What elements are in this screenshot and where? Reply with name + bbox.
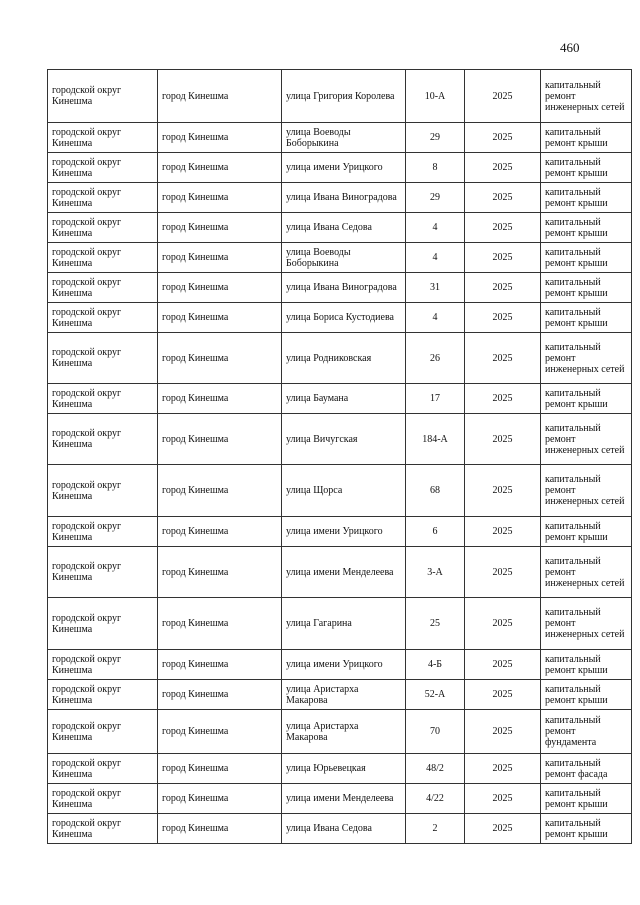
street-cell: улица Ивана Седова [282, 814, 406, 844]
work-cell: капитальный ремонт инженерных сетей [541, 547, 632, 598]
table-row [48, 754, 632, 784]
house-cell: 26 [406, 333, 465, 384]
street-cell: улица Воеводы Боборыкина [282, 123, 406, 153]
house-cell: 4 [406, 303, 465, 333]
year-cell: 2025 [465, 680, 541, 710]
table-row [48, 465, 632, 517]
year-cell: 2025 [465, 465, 541, 517]
table-row [48, 213, 632, 243]
settlement-cell: город Кинешма [158, 547, 282, 598]
street-cell: улица имени Менделеева [282, 547, 406, 598]
work-cell: капитальный ремонт крыши [541, 183, 632, 213]
municipality-cell: городской округ Кинешма [48, 598, 158, 650]
municipality-cell: городской округ Кинешма [48, 213, 158, 243]
settlement-cell: город Кинешма [158, 680, 282, 710]
table-row [48, 598, 632, 650]
settlement-cell: город Кинешма [158, 465, 282, 517]
house-cell: 6 [406, 517, 465, 547]
municipality-cell: городской округ Кинешма [48, 414, 158, 465]
table-row [48, 70, 632, 123]
table-row [48, 517, 632, 547]
work-cell: капитальный ремонт крыши [541, 650, 632, 680]
municipality-cell: городской округ Кинешма [48, 814, 158, 844]
table-row [48, 183, 632, 213]
table-row [48, 123, 632, 153]
municipality-cell: городской округ Кинешма [48, 303, 158, 333]
work-cell: капитальный ремонт инженерных сетей [541, 333, 632, 384]
work-cell: капитальный ремонт фундамента [541, 710, 632, 754]
year-cell: 2025 [465, 70, 541, 123]
street-cell: улица Воеводы Боборыкина [282, 243, 406, 273]
table-row [48, 680, 632, 710]
municipality-cell: городской округ Кинешма [48, 754, 158, 784]
street-cell: улица имени Менделеева [282, 784, 406, 814]
settlement-cell: город Кинешма [158, 414, 282, 465]
municipality-cell: городской округ Кинешма [48, 273, 158, 303]
municipality-cell: городской округ Кинешма [48, 384, 158, 414]
house-cell: 4/22 [406, 784, 465, 814]
year-cell: 2025 [465, 123, 541, 153]
settlement-cell: город Кинешма [158, 70, 282, 123]
house-cell: 52-А [406, 680, 465, 710]
municipality-cell: городской округ Кинешма [48, 465, 158, 517]
house-cell: 184-А [406, 414, 465, 465]
street-cell: улица Вичугская [282, 414, 406, 465]
house-cell: 2 [406, 814, 465, 844]
settlement-cell: город Кинешма [158, 650, 282, 680]
street-cell: улица Ивана Виноградова [282, 273, 406, 303]
year-cell: 2025 [465, 384, 541, 414]
street-cell: улица Григория Королева [282, 70, 406, 123]
municipality-cell: городской округ Кинешма [48, 243, 158, 273]
street-cell: улица Родниковская [282, 333, 406, 384]
street-cell: улица Ивана Седова [282, 213, 406, 243]
work-cell: капитальный ремонт крыши [541, 243, 632, 273]
settlement-cell: город Кинешма [158, 598, 282, 650]
year-cell: 2025 [465, 650, 541, 680]
street-cell: улица Бориса Кустодиева [282, 303, 406, 333]
work-cell: капитальный ремонт инженерных сетей [541, 465, 632, 517]
settlement-cell: город Кинешма [158, 303, 282, 333]
table-row [48, 547, 632, 598]
municipality-cell: городской округ Кинешма [48, 650, 158, 680]
settlement-cell: город Кинешма [158, 213, 282, 243]
year-cell: 2025 [465, 784, 541, 814]
house-cell: 4 [406, 213, 465, 243]
municipality-cell: городской округ Кинешма [48, 123, 158, 153]
settlement-cell: город Кинешма [158, 517, 282, 547]
house-cell: 70 [406, 710, 465, 754]
street-cell: улица Ивана Виноградова [282, 183, 406, 213]
settlement-cell: город Кинешма [158, 243, 282, 273]
work-cell: капитальный ремонт инженерных сетей [541, 598, 632, 650]
year-cell: 2025 [465, 213, 541, 243]
table-row [48, 384, 632, 414]
street-cell: улица Аристарха Макарова [282, 680, 406, 710]
work-cell: капитальный ремонт крыши [541, 273, 632, 303]
year-cell: 2025 [465, 814, 541, 844]
house-cell: 17 [406, 384, 465, 414]
house-cell: 48/2 [406, 754, 465, 784]
year-cell: 2025 [465, 333, 541, 384]
house-cell: 68 [406, 465, 465, 517]
settlement-cell: город Кинешма [158, 153, 282, 183]
settlement-cell: город Кинешма [158, 784, 282, 814]
street-cell: улица имени Урицкого [282, 650, 406, 680]
municipality-cell: городской округ Кинешма [48, 710, 158, 754]
year-cell: 2025 [465, 517, 541, 547]
registry-table [47, 69, 632, 844]
municipality-cell: городской округ Кинешма [48, 333, 158, 384]
street-cell: улица Баумана [282, 384, 406, 414]
work-cell: капитальный ремонт крыши [541, 303, 632, 333]
year-cell: 2025 [465, 414, 541, 465]
table-row [48, 414, 632, 465]
table-row [48, 303, 632, 333]
table-row [48, 333, 632, 384]
settlement-cell: город Кинешма [158, 183, 282, 213]
settlement-cell: город Кинешма [158, 333, 282, 384]
house-cell: 10-А [406, 70, 465, 123]
street-cell: улица Аристарха Макарова [282, 710, 406, 754]
house-cell: 31 [406, 273, 465, 303]
house-cell: 4-Б [406, 650, 465, 680]
year-cell: 2025 [465, 183, 541, 213]
street-cell: улица Гагарина [282, 598, 406, 650]
settlement-cell: город Кинешма [158, 814, 282, 844]
municipality-cell: городской округ Кинешма [48, 547, 158, 598]
work-cell: капитальный ремонт крыши [541, 153, 632, 183]
house-cell: 29 [406, 183, 465, 213]
work-cell: капитальный ремонт крыши [541, 123, 632, 153]
page-number: 460 [560, 40, 580, 55]
settlement-cell: город Кинешма [158, 384, 282, 414]
table-row [48, 243, 632, 273]
settlement-cell: город Кинешма [158, 273, 282, 303]
street-cell: улица Щорса [282, 465, 406, 517]
work-cell: капитальный ремонт крыши [541, 680, 632, 710]
table-row [48, 273, 632, 303]
house-cell: 25 [406, 598, 465, 650]
municipality-cell: городской округ Кинешма [48, 153, 158, 183]
year-cell: 2025 [465, 153, 541, 183]
work-cell: капитальный ремонт крыши [541, 814, 632, 844]
work-cell: капитальный ремонт крыши [541, 213, 632, 243]
year-cell: 2025 [465, 598, 541, 650]
municipality-cell: городской округ Кинешма [48, 183, 158, 213]
work-cell: капитальный ремонт крыши [541, 784, 632, 814]
house-cell: 29 [406, 123, 465, 153]
municipality-cell: городской округ Кинешма [48, 784, 158, 814]
registry-table-body [48, 70, 632, 844]
street-cell: улица имени Урицкого [282, 517, 406, 547]
work-cell: капитальный ремонт крыши [541, 517, 632, 547]
year-cell: 2025 [465, 710, 541, 754]
settlement-cell: город Кинешма [158, 123, 282, 153]
municipality-cell: городской округ Кинешма [48, 70, 158, 123]
street-cell: улица Юрьевецкая [282, 754, 406, 784]
street-cell: улица имени Урицкого [282, 153, 406, 183]
table-row [48, 784, 632, 814]
work-cell: капитальный ремонт инженерных сетей [541, 70, 632, 123]
settlement-cell: город Кинешма [158, 754, 282, 784]
table-row [48, 650, 632, 680]
table-row [48, 814, 632, 844]
table-row [48, 710, 632, 754]
work-cell: капитальный ремонт фасада [541, 754, 632, 784]
municipality-cell: городской округ Кинешма [48, 680, 158, 710]
house-cell: 3-А [406, 547, 465, 598]
table-row [48, 153, 632, 183]
work-cell: капитальный ремонт крыши [541, 384, 632, 414]
year-cell: 2025 [465, 303, 541, 333]
work-cell: капитальный ремонт инженерных сетей [541, 414, 632, 465]
municipality-cell: городской округ Кинешма [48, 517, 158, 547]
house-cell: 8 [406, 153, 465, 183]
year-cell: 2025 [465, 754, 541, 784]
settlement-cell: город Кинешма [158, 710, 282, 754]
year-cell: 2025 [465, 273, 541, 303]
year-cell: 2025 [465, 547, 541, 598]
year-cell: 2025 [465, 243, 541, 273]
house-cell: 4 [406, 243, 465, 273]
